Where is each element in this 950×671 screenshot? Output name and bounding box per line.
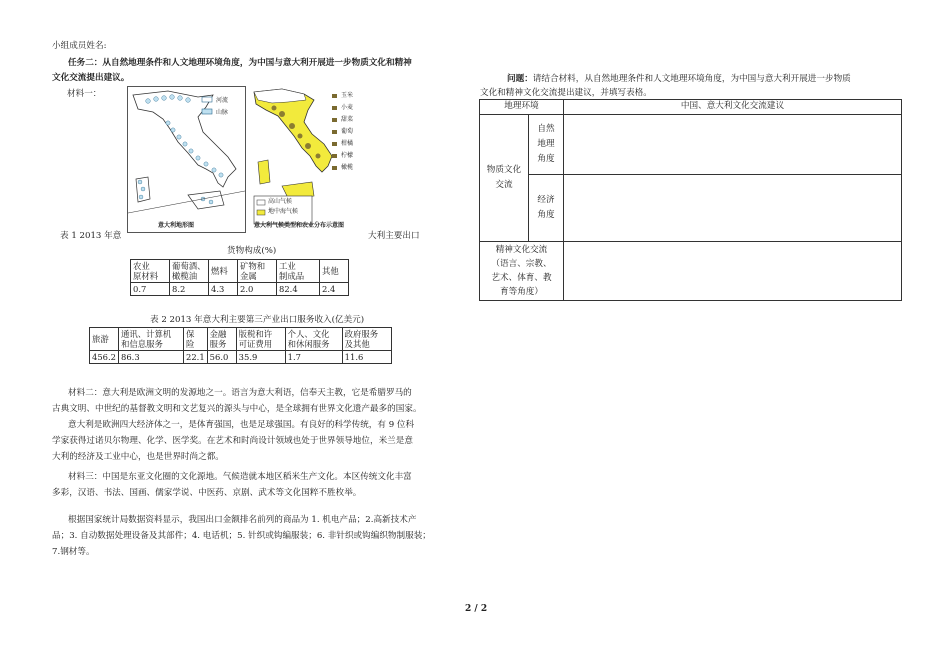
natural-angle-cell: 自然 地理 角度 [529,115,564,175]
table1-value: 82.4 [277,283,320,296]
question-text: 问题：请结合材料，从自然地理条件和人文地理环境角度，为中国与意大利开展进一步物质 [507,74,851,84]
table1-title-right: 大利主要出口 [368,231,420,241]
table-row [131,260,349,283]
legend-corn: 玉米 [341,92,354,99]
task-title-line2: 文化交流提出建议。 [52,73,130,83]
spiritual-suggestion-input[interactable] [564,242,902,301]
table2-value: 35.9 [236,351,285,364]
table1-header-cell: 农业 原材料 [131,260,170,283]
table2-header-cell: 通讯、计算机 和信息服务 [119,328,184,351]
natural-suggestion-input[interactable] [564,115,902,175]
table1-header-cell: 矿物和 金属 [238,260,277,283]
table-row [480,175,902,242]
table1-value: 2.0 [238,283,277,296]
table2-value: 1.7 [285,351,342,364]
material1-label: 材料一： [67,89,102,99]
table2-header-cell: 政府服务 及其他 [342,328,391,351]
members-label: 小组成员姓名: [52,41,107,51]
table1-value: 0.7 [131,283,170,296]
economic-suggestion-input[interactable] [564,175,902,242]
italy-terrain-map [127,86,246,233]
table1-title-left: 表 1 2013 年意 [60,231,122,241]
export-goods-table [130,259,349,296]
legend-grape: 葡萄 [341,128,354,135]
table2-title: 表 2 2013 年意大利主要第三产业出口服务收入(亿美元) [150,315,365,325]
table1-header-cell: 其他 [320,260,349,283]
suggestion-table [479,99,902,301]
table1-header-cell: 葡萄酒、 橄榄油 [170,260,209,283]
table-row [480,242,902,301]
material3-text: 材料三：中国是东亚文化圈的文化源地。气候造就本地区稻米生产文化。本区传统文化丰富 多彩，汉语、书法、国画、儒家学说、中医药、京剧、武术等文化国粹不胜枚举。 [52,472,412,498]
legend-wheat: 小麦 [341,104,354,111]
climate-map-caption: 意大利气候类型和农业分布示意图 [254,222,345,229]
header-geo-environment: 地理环境 [480,100,564,115]
table2-header-cell: 旅游 [90,328,119,351]
legend-olive: 橄榄 [341,164,354,171]
italy-climate-map [252,86,365,231]
header-suggestions: 中国、意大利文化交流建议 [564,100,902,115]
table1-header-cell: 工业 制成品 [277,260,320,283]
table2-header-cell: 版税和许 可证费用 [236,328,285,351]
table1-header-cell: 燃料 [209,260,238,283]
table2-value: 86.3 [119,351,184,364]
legend-mountain: 山脉 [216,109,229,116]
legend-lemon: 柠檬 [341,152,354,159]
table-row [480,115,902,175]
table-row [90,328,392,351]
page-number: 2 / 2 [465,604,488,614]
table-row [480,100,902,115]
terrain-map-caption: 意大利地形图 [158,222,195,229]
table1-title-line2: 货物构成(%) [227,246,277,256]
legend-river: 河流 [216,97,229,104]
material-culture-cell: 物质文化 交流 [480,115,529,242]
legend-citrus: 柑橘 [341,140,354,147]
service-income-table [89,327,392,364]
table-row [131,283,349,296]
export-stats-text: 根据国家统计局数据资料显示，我国出口金额排名前列的商品为 1. 机电产品；2.高新技术产 品；3. 自动数据处理设备及其部件；4. 电话机；5. 针织或钩编服装；6. 非针织或钩编织物制服装； 7.钢材等。 [52,515,431,557]
legend-beet: 甜菜 [341,116,354,123]
table2-value: 56.0 [207,351,236,364]
table2-header-cell: 保 险 [184,328,208,351]
table-row [90,351,392,364]
table2-header-cell: 金融 服务 [207,328,236,351]
legend-alpine-climate: 高山气候 [268,198,293,205]
table1-value: 4.3 [209,283,238,296]
table1-value: 2.4 [320,283,349,296]
table1-value: 8.2 [170,283,209,296]
question-text-line2: 文化和精神文化交流提出建议，并填写表格。 [480,88,652,98]
legend-mediterranean-climate: 地中海气候 [268,208,299,215]
table2-header-cell: 个人、文化 和休闲服务 [285,328,342,351]
economic-angle-cell: 经济 角度 [529,175,564,242]
table2-value: 11.6 [342,351,391,364]
task-title: 任务二：从自然地理条件和人文地理环境角度，为中国与意大利开展进一步物质文化和精神 [68,58,412,68]
table2-value: 456.2 [90,351,119,364]
material2-text: 材料二：意大利是欧洲文明的发源地之一。语言为意大利语，信奉天主教，它是希腊罗马的 古典文明、中世纪的基督教文明和文艺复兴的源头与中心，是全球拥有世界文化遗产最多的国家。 意大利是欧洲四大经济体之一，是体育强国，也是足球强国。有良好的科学传统，有 9 位科 学家获得过诺贝尔物理、化学、医学奖。在艺术和时尚设计领域也处于世界领导地位，米兰是意 大利的经济及工业中心，也是世界时尚之都。 [52,388,422,462]
spiritual-culture-cell: 精神文化交流 （语言、宗教、 艺术、体育、教 育等角度） [480,242,564,301]
table2-value: 22.1 [184,351,208,364]
